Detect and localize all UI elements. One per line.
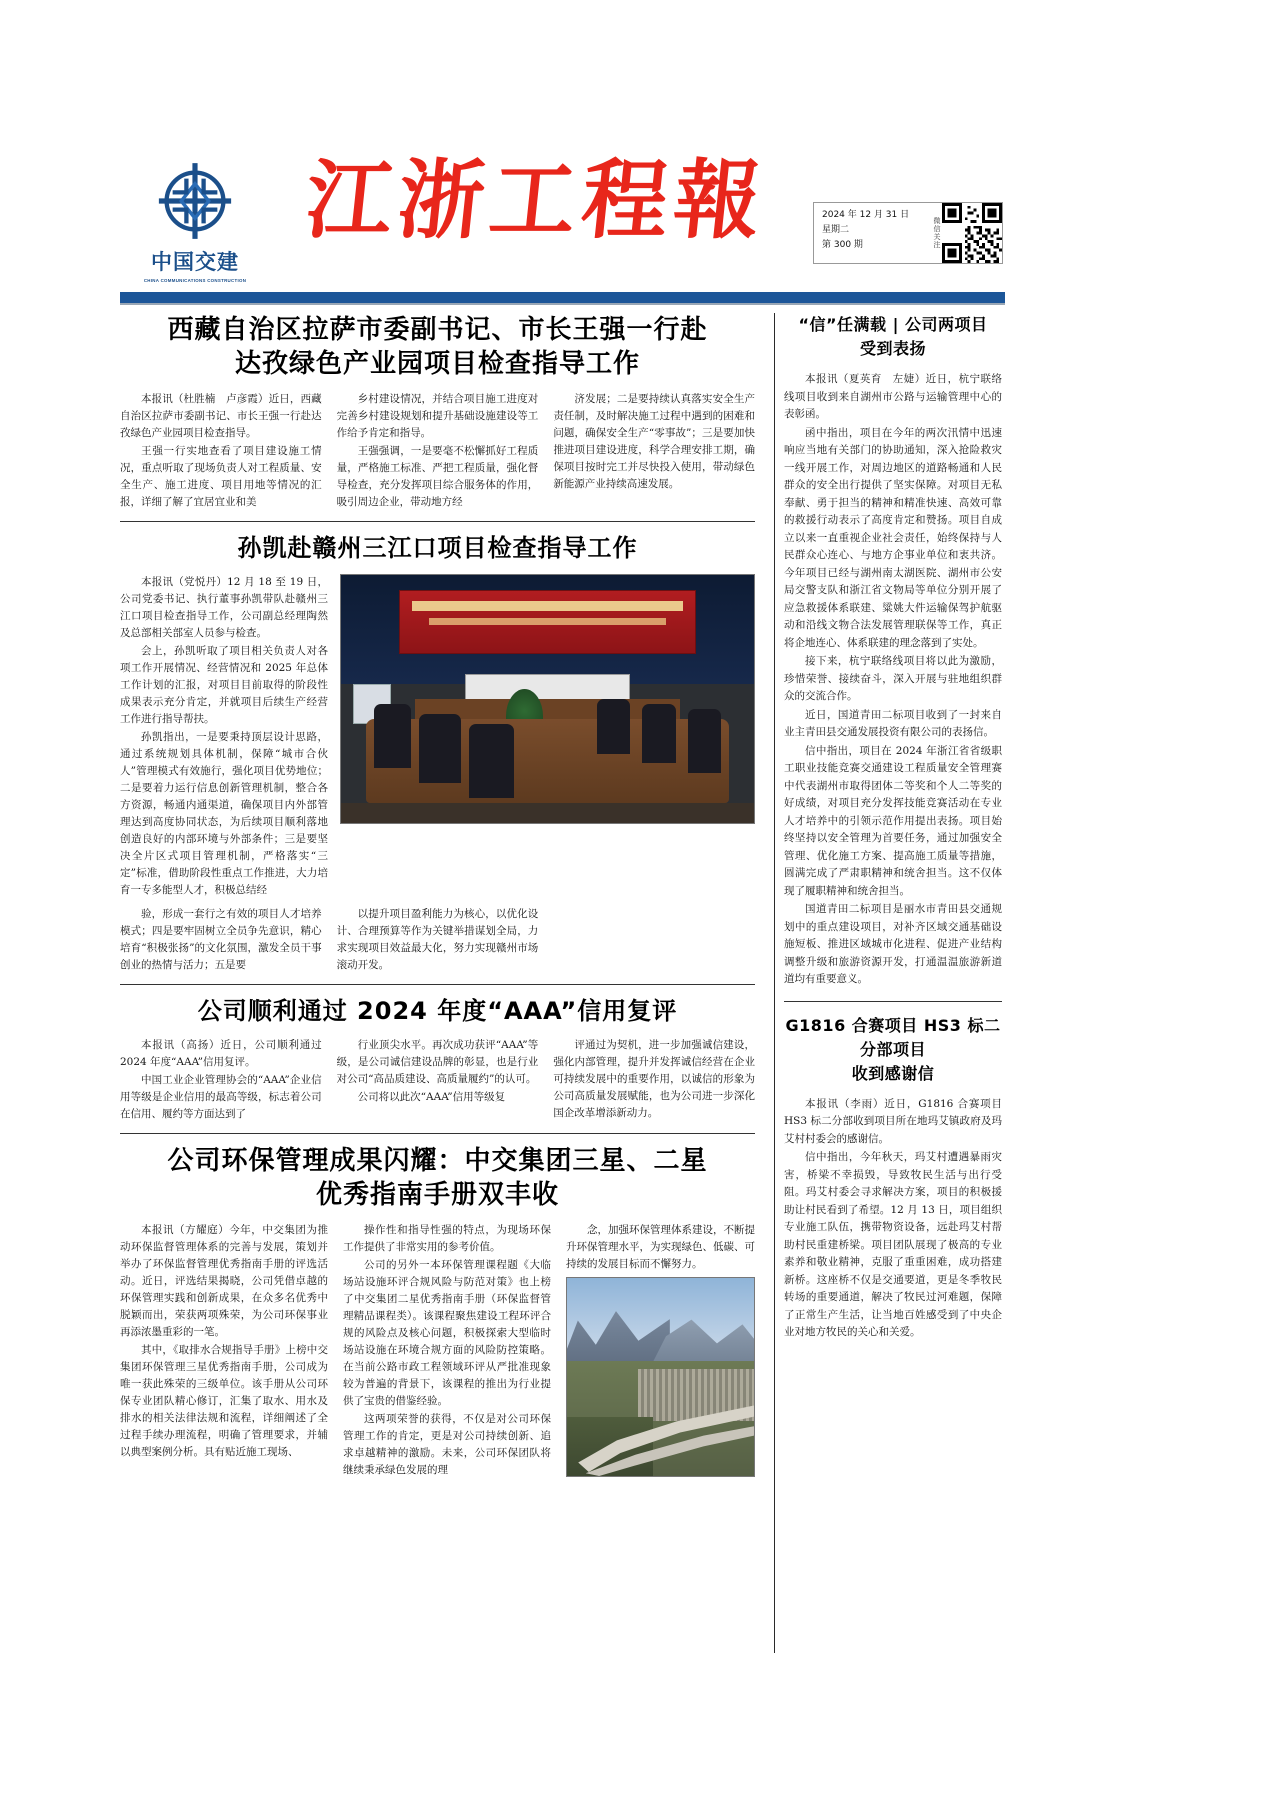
landscape-photo bbox=[566, 1277, 755, 1477]
svg-text:江浙工程報: 江浙工程報 bbox=[300, 150, 772, 251]
sidebar-divider bbox=[784, 1001, 1002, 1002]
paragraph: 孙凯指出，一是要秉持顶层设计思路，通过系统规划具体机制，保障“城市合伙人”管理模式有效施行，强化项目优势地位；二是要着力运行信息创新管理机制，整合各方资源，畅通内通渠道，确保项目内外部管理达到高度协同状态，为后续项目顺利落地创造良好的内部环境与外部条件；三是要坚决全片区式项目管理机制，严格落实“三定”标准，借助阶段性重点工作推进，大力培育一专多能型人才，积极总结经 bbox=[120, 731, 328, 896]
article-lhasa-headline: 西藏自治区拉萨市委副书记、市长王强一行赴 达孜绿色产业园项目检查指导工作 bbox=[167, 315, 708, 379]
cccc-logo-icon bbox=[152, 158, 238, 244]
sidebar-column bbox=[784, 313, 1002, 1653]
paragraph: 本报讯（党悦丹）12 月 18 至 19 日，公司党委书记、执行董事孙凯带队赴赣州三江口项目检查指导工作，公司副总经理陶然及总部相关部室人员参与检查。 bbox=[120, 576, 328, 639]
article-env-headline: 公司环保管理成果闪耀：中交集团三星、二星 优秀指南手册双丰收 bbox=[167, 1146, 708, 1210]
masthead-divider-bar bbox=[120, 292, 1005, 305]
article-env-protection bbox=[120, 1144, 755, 1485]
paragraph: 这两项荣誉的获得，不仅是对公司环保管理工作的肯定，更是对公司持续创新、追求卓越精神的激励。未来，公司环保团队将继续秉承绿色发展的理 bbox=[343, 1413, 551, 1476]
article-aaa-credit bbox=[120, 995, 755, 1123]
main-column bbox=[120, 313, 765, 1653]
article-thanks-headline: G1816 合赛项目 HS3 标二分部项目 收到感谢信 bbox=[785, 1015, 1001, 1083]
paragraph: 中国工业企业管理协会的“AAA”企业信用等级是企业信用的最高等级，标志着公司在信用、履约等方面达到了 bbox=[120, 1074, 322, 1120]
article-lhasa-body bbox=[120, 391, 755, 511]
paragraph: 公司将以此次“AAA”信用等级复 bbox=[357, 1091, 506, 1103]
publish-date: 2024 年 12 月 31 日 bbox=[822, 210, 910, 220]
issue-number: 第 300 期 bbox=[822, 240, 863, 250]
paragraph: 王强强调，一是要毫不松懈抓好工程质量，严格施工标准、严把工程质量，强化督导检查，充分发挥项目综合服务体的作用，吸引周边企业，带动地方经 bbox=[336, 445, 539, 508]
paragraph: 操作性和指导性强的特点，为现场环保工作提供了非常实用的参考价值。 bbox=[343, 1224, 551, 1253]
section-divider bbox=[120, 521, 755, 522]
brand-name-en: CHINA COMMUNICATIONS CONSTRUCTION bbox=[143, 278, 247, 283]
paragraph: 信中指出，今年秋天，玛艾村遭遇暴雨灾害，桥梁不幸损毁，导致牧民生活与出行受阻。玛艾村委会寻求解决方案，项目的积极援助让村民看到了希望。12 月 13 日，项目组织专业施工队伍，携带物资设备，远赴玛艾村帮助村民重建桥梁。项目团队展现了极高的专业素养和敬业精神，克服了重重困难，成功搭建新桥。这座桥不仅是交通要道，更是冬季牧民转场的重要通道，解决了牧民过河难题，保障了正常生产生活，让当地百姓感受到了中央企业对地方牧民的关心和关爱。 bbox=[784, 1151, 1002, 1338]
article-lhasa bbox=[120, 313, 755, 511]
paragraph: 济发展；二是要持续认真落实安全生产责任制，及时解决施工过程中遇到的困难和问题，确保安全生产“零事故”；三是要加快推进项目建设进度，科学合理安排工期，确保项目按时完工并尽快投入使用，带动绿色新能源产业持续高速发展。 bbox=[553, 393, 755, 490]
paper-nameplate bbox=[270, 140, 813, 254]
article-trust-headline: “信”任满载 | 公司两项目 受到表扬 bbox=[798, 315, 988, 358]
paragraph: 公司的另外一本环保管理课程题《大临场站设施环评合规风险与防范对策》也上榜了中交集团二星优秀指南手册（环保监督管理精品课程类）。该课程聚焦建设工程环评合规的风险点及核心问题，积极探索大型临时场站设施在环境合规方面的风险防控策略。在当前公路市政工程领域环评从严批准现象较为普遍的背景下，该课程的推出为行业提供了宝贵的借鉴经验。 bbox=[343, 1259, 551, 1407]
paragraph: 念，加强环保管理体系建设，不断提升环保管理水平，为实现绿色、低碳、可持续的发展目标而不懈努力。 bbox=[566, 1224, 755, 1270]
paragraph: 本报讯（高扬）近日，公司顺利通过 2024 年度“AAA”信用复评。 bbox=[120, 1039, 322, 1068]
meeting-photo bbox=[340, 574, 755, 824]
article-thanks-letter bbox=[784, 1014, 1002, 1342]
article-ganzhou bbox=[120, 532, 755, 974]
paragraph: 评通过为契机，进一步加强诚信建设，强化内部管理，提升并发挥诚信经营在企业可持续发展中的重要作用，以诚信的形象为公司高质量发展赋能，也为公司进一步深化国企改革增添新动力。 bbox=[553, 1039, 755, 1119]
column-divider bbox=[774, 313, 775, 1653]
paragraph: 以提升项目盈利能力为核心，以优化设计、合理预算等作为关键举措谋划全局，力求实现项目效益最大化，努力实现赣州市场滚动开发。 bbox=[336, 908, 539, 971]
brand-name-cn: 中国交建 bbox=[151, 250, 239, 274]
article-trust bbox=[784, 313, 1002, 989]
weekday: 星期二 bbox=[822, 225, 850, 235]
qr-code-icon[interactable] bbox=[942, 203, 1002, 263]
paragraph: 其中，《取排水合规指导手册》上榜中交集团环保管理三星优秀指南手册，公司成为唯一获此殊荣的三级单位。该手册从公司环保专业团队精心修订，汇集了取水、用水及排水的相关法律法规和流程，详细阐述了全过程手续办理流程，明确了管理要求，并辅以典型案例分析。具有贴近施工现场、 bbox=[120, 1344, 328, 1458]
issue-info-box bbox=[813, 202, 1003, 264]
paragraph: 王强一行实地查看了项目建设施工情况，重点听取了现场负责人对工程质量、安全生产、施工进度、项目用地等情况的汇报，详细了解了宜居宜业和美 bbox=[120, 445, 322, 508]
paragraph: 函中指出，项目在今年的两次汛情中迅速响应当地有关部门的协助通知，深入抢险救灾一线开展工作，对周边地区的道路畅通和人民群众的安全出行提供了坚实保障。对项目无私奉献、勇于担当的精神和精准快速、高效可靠的救援行动表示了高度肯定和赞扬。项目自成立以来一直重视企业社会责任，始终保持与人民群众心连心、与地方企事业单位和衷共济。今年项目已经与湖州南太湖医院、湖州市公安局交警支队和浙江省文物局等单位分别开展了应急救援体系联建、粱姚大件运输保驾护航驱动和沿线文物合法发展管理联保等工作，真正将企地连心、体系联建的理念落到了实处。 bbox=[784, 426, 1002, 649]
paragraph: 本报讯（方耀庭）今年，中交集团为推动环保监督管理体系的完善与发展，策划并举办了环保监督管理优秀指南手册的评选活动。近日，评选结果揭晓，公司凭借卓越的环保管理实践和创新成果，在众多名优秀中脱颖而出，荣获两项殊荣，为公司环保事业再添浓墨重彩的一笔。 bbox=[120, 1224, 328, 1338]
brand-block bbox=[120, 140, 270, 283]
article-ganzhou-body-cont bbox=[120, 906, 755, 974]
landscape-photo-wrap bbox=[566, 1277, 755, 1477]
section-divider bbox=[120, 984, 755, 985]
paragraph: 会上，孙凯听取了项目相关负责人对各项工作开展情况、经营情况和 2025 年总体工作计划的汇报，对项目目前取得的阶段性成果表示充分肯定，并就项目后续生产经营工作进行指导帮扶。 bbox=[120, 645, 328, 725]
newspaper-page bbox=[120, 140, 1005, 1660]
article-aaa-body bbox=[120, 1037, 755, 1123]
paragraph: 本报讯（夏英育 左婕）近日，杭宁联络线项目收到来自湖州市公路与运输管理中心的表彰函。 bbox=[784, 373, 1002, 420]
masthead bbox=[120, 140, 1005, 290]
paragraph: 国道青田二标项目是丽水市青田县交通规划中的重点建设项目，对补齐区域交通基础设施短板、推进区域城市化进程、促进产业结构调整升级和旅游资源开发，打通温温旅游新道道均有重要意义。 bbox=[784, 903, 1002, 985]
paragraph: 接下来，杭宁联络线项目将以此为激励，珍惜荣誉、接续奋斗，深入开展与驻地组织群众的交流合作。 bbox=[784, 655, 1002, 702]
content-grid bbox=[120, 313, 1005, 1653]
issue-text-block bbox=[814, 203, 928, 263]
paragraph: 本报讯（杜胜楠 卢彦霞）近日，西藏自治区拉萨市委副书记、市长王强一行赴达孜绿色产业园项目检查指导。 bbox=[120, 393, 322, 439]
article-ganzhou-headline: 孙凯赴赣州三江口项目检查指导工作 bbox=[237, 534, 638, 562]
article-aaa-headline: 公司顺利通过 2024 年度“AAA”信用复评 bbox=[197, 997, 678, 1025]
paragraph: 验，形成一套行之有效的项目人才培养模式；四是要牢固树立全员争先意识，精心培育“积极张扬”的文化氛围，激发全员干事创业的热情与活力；五是要 bbox=[120, 908, 322, 971]
paragraph: 近日，国道青田二标项目收到了一封来自业主青田县交通发展投资有限公司的表扬信。 bbox=[784, 708, 1002, 738]
section-divider bbox=[120, 1133, 755, 1134]
paragraph: 乡村建设情况，并结合项目施工进度对完善乡村建设规划和提升基础设施建设等工作给予肯定和指导。 bbox=[336, 393, 539, 439]
wechat-follow-label: 微信关注 bbox=[933, 217, 941, 249]
paragraph: 行业顶尖水平。再次成功获评“AAA”等级，是公司诚信建设品牌的彰显，也是行业对公司“高品质建设、高质量履约”的认可。 bbox=[336, 1039, 539, 1085]
paragraph: 本报讯（李雨）近日，G1816 合赛项目 HS3 标二分部收到项目所在地玛艾镇政府及玛艾村村委会的感谢信。 bbox=[784, 1097, 1002, 1145]
paragraph: 信中指出，项目在 2024 年浙江省省级职工职业技能竞赛交通建设工程质量安全管理赛中代表湖州市取得团体二等奖和个人二等奖的好成绩，对项目充分发挥技能竞赛活动在专业人才培养中的引领示范作用提出表扬。项目始终坚持以安全管理为首要任务，通过加强安全管理、优化施工方案、提高施工质量等措施，圆满完成了严肃职精神和统舍担当。这不仅体现了履职精神和统舍担当。 bbox=[784, 744, 1002, 897]
